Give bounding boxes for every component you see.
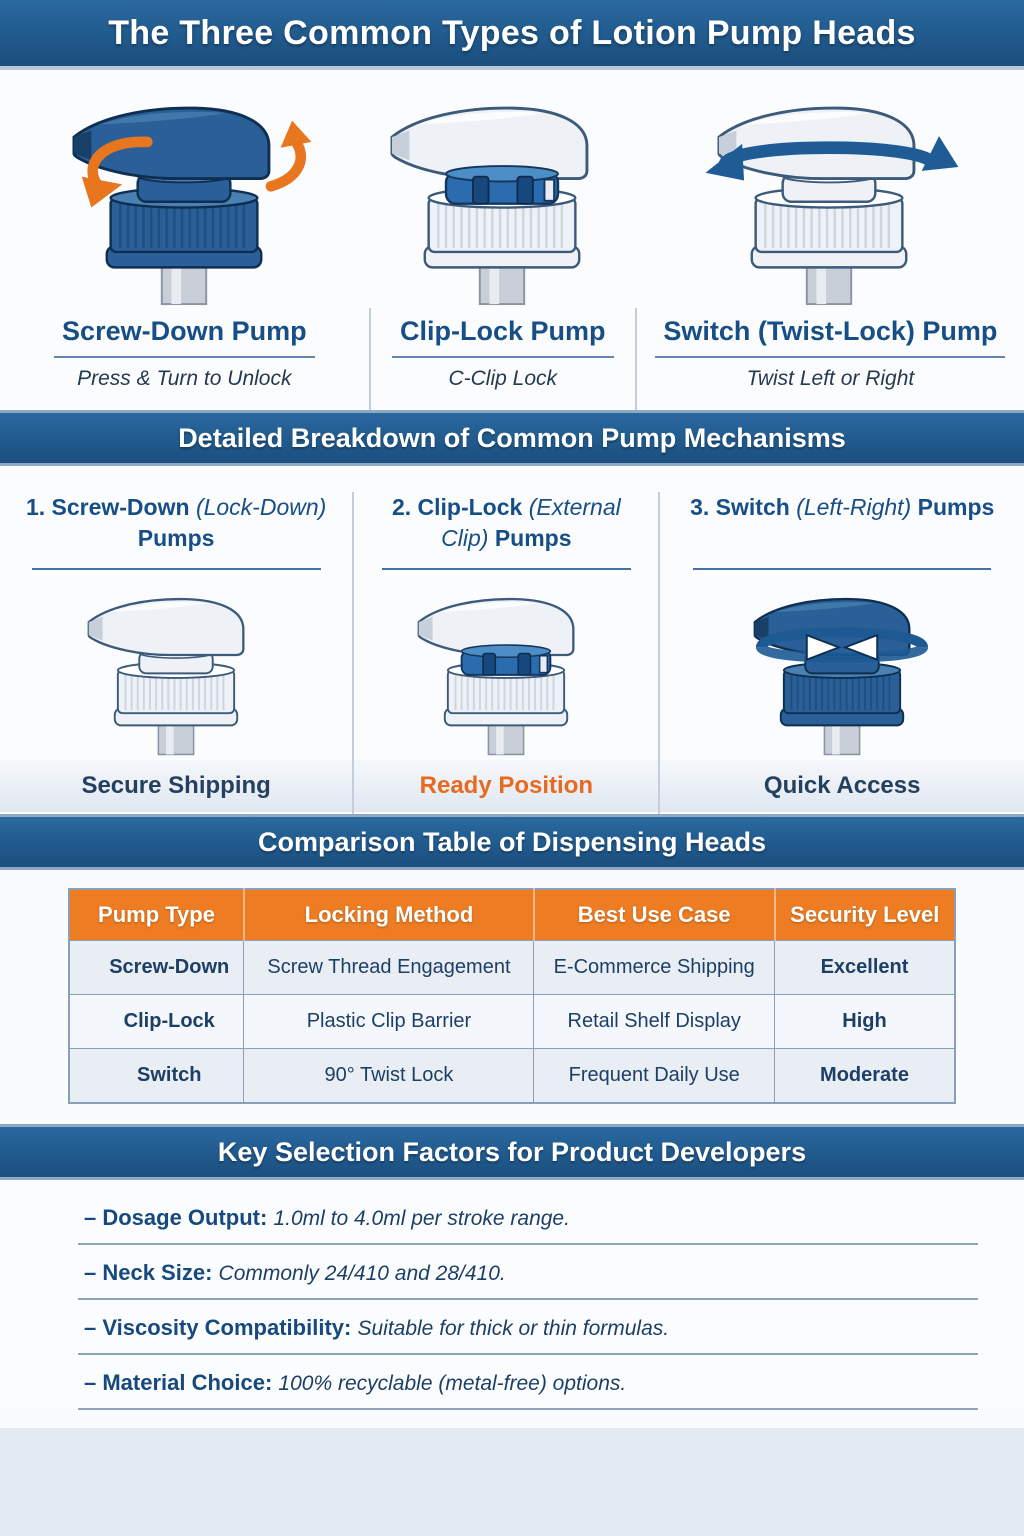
- top-pump-labels: [0, 306, 1024, 410]
- heading-tail: Pumps: [137, 525, 215, 552]
- pump-name: Clip-Lock Pump: [392, 316, 614, 358]
- factors-list: [0, 1180, 1024, 1402]
- heading-main: 3. Switch: [690, 494, 790, 520]
- cell-best-use-case: E-Commerce Shipping: [534, 941, 775, 995]
- factor-item: [0, 1355, 1024, 1410]
- factors-title: Key Selection Factors for Product Developers: [217, 1136, 807, 1167]
- breakdown-caption: Quick Access: [660, 760, 1024, 812]
- breakdown-section: [0, 466, 1024, 814]
- factor-text: Suitable for thick or thin formulas.: [357, 1317, 670, 1340]
- pump-subtitle: C-Clip Lock: [448, 367, 557, 390]
- factor-label: – Viscosity Compatibility:: [84, 1315, 352, 1340]
- table-row: [69, 1049, 955, 1104]
- heading-tail: Pumps: [917, 494, 995, 520]
- comparison-table: [68, 888, 956, 1104]
- page-title: The Three Common Types of Lotion Pump Heads: [108, 13, 916, 52]
- cell-security-level: Excellent: [775, 941, 956, 995]
- locked-pump-illustration: [42, 580, 310, 756]
- twist-lock-label-cell: [635, 308, 1024, 410]
- comparison-title: Comparison Table of Dispensing Heads: [257, 826, 767, 857]
- factor-divider: [78, 1298, 978, 1300]
- cell-pump-type: Screw-Down: [69, 941, 244, 995]
- breakdown-col-screw-down: [0, 492, 352, 814]
- cell-security-level: High: [775, 995, 956, 1049]
- table-row: [69, 941, 955, 995]
- heading-note: (Lock-Down): [195, 494, 327, 520]
- factor-text: 1.0ml to 4.0ml per stroke range.: [273, 1207, 570, 1230]
- cell-best-use-case: Retail Shelf Display: [534, 995, 775, 1049]
- clip-pump-illustration: [372, 580, 640, 756]
- breakdown-section-bar: [0, 410, 1024, 466]
- factor-divider: [78, 1408, 978, 1410]
- cell-locking-method: Screw Thread Engagement: [244, 941, 534, 995]
- header-banner: [0, 0, 1024, 70]
- comparison-section-bar: [0, 814, 1024, 870]
- breakdown-caption: Secure Shipping: [0, 760, 352, 812]
- breakdown-heading: [354, 492, 658, 568]
- heading-main: 2. Clip-Lock: [391, 494, 523, 520]
- footer-band: [0, 1428, 1024, 1536]
- col-header-security-level: Security Level: [775, 889, 956, 941]
- heading-note: (External Clip): [441, 494, 621, 552]
- table-row: [69, 995, 955, 1049]
- breakdown-figure: [660, 574, 1024, 756]
- factor-item: [0, 1245, 1024, 1300]
- comparison-table-wrap: [68, 888, 956, 1104]
- pump-name: Switch (Twist-Lock) Pump: [655, 316, 1005, 358]
- breakdown-figure: [354, 574, 658, 756]
- factor-item: [0, 1300, 1024, 1355]
- heading-underline: [382, 568, 631, 570]
- col-header-best-use-case: Best Use Case: [534, 889, 775, 941]
- factor-item: [0, 1190, 1024, 1245]
- factor-label: – Neck Size:: [84, 1260, 213, 1285]
- heading-underline: [693, 568, 991, 570]
- breakdown-col-clip-lock: [352, 492, 658, 814]
- cell-pump-type: Clip-Lock: [69, 995, 244, 1049]
- factor-divider: [78, 1353, 978, 1355]
- clip-lock-pump-illustration: [354, 84, 650, 306]
- col-header-locking-method: Locking Method: [244, 889, 534, 941]
- factor-label: – Dosage Output:: [84, 1205, 268, 1230]
- switch-pump-illustration: [708, 580, 976, 756]
- clip-lock-label-cell: [369, 308, 635, 410]
- breakdown-title: Detailed Breakdown of Common Pump Mechanisms: [178, 422, 846, 453]
- breakdown-col-switch: [658, 492, 1024, 814]
- factor-text: Commonly 24/410 and 28/410.: [218, 1262, 506, 1285]
- twist-lock-pump-illustration: [681, 84, 977, 306]
- heading-note: (Left-Right): [796, 494, 912, 520]
- cell-security-level: Moderate: [775, 1049, 956, 1104]
- heading-underline: [32, 568, 321, 570]
- cell-pump-type: Switch: [69, 1049, 244, 1104]
- pump-subtitle: Twist Left or Right: [746, 367, 915, 390]
- breakdown-heading: [660, 492, 1024, 568]
- heading-main: 1. Screw-Down: [25, 494, 190, 520]
- col-header-pump-type: Pump Type: [69, 889, 244, 941]
- pump-name: Screw-Down Pump: [54, 316, 315, 358]
- factors-section-bar: [0, 1124, 1024, 1180]
- factor-label: – Material Choice:: [84, 1370, 273, 1395]
- table-header-row: [69, 889, 955, 941]
- cell-locking-method: Plastic Clip Barrier: [244, 995, 534, 1049]
- factor-divider: [78, 1243, 978, 1245]
- screw-down-label-cell: [0, 308, 369, 410]
- screw-down-pump-illustration: [36, 84, 332, 306]
- factor-text: 100% recyclable (metal-free) options.: [278, 1372, 627, 1395]
- cell-best-use-case: Frequent Daily Use: [534, 1049, 775, 1104]
- top-pump-row: [0, 70, 1024, 306]
- breakdown-figure: [0, 574, 352, 756]
- breakdown-heading: [0, 492, 352, 568]
- breakdown-caption: Ready Position: [354, 760, 658, 812]
- heading-tail: Pumps: [494, 525, 572, 552]
- pump-subtitle: Press & Turn to Unlock: [77, 367, 292, 390]
- cell-locking-method: 90° Twist Lock: [244, 1049, 534, 1104]
